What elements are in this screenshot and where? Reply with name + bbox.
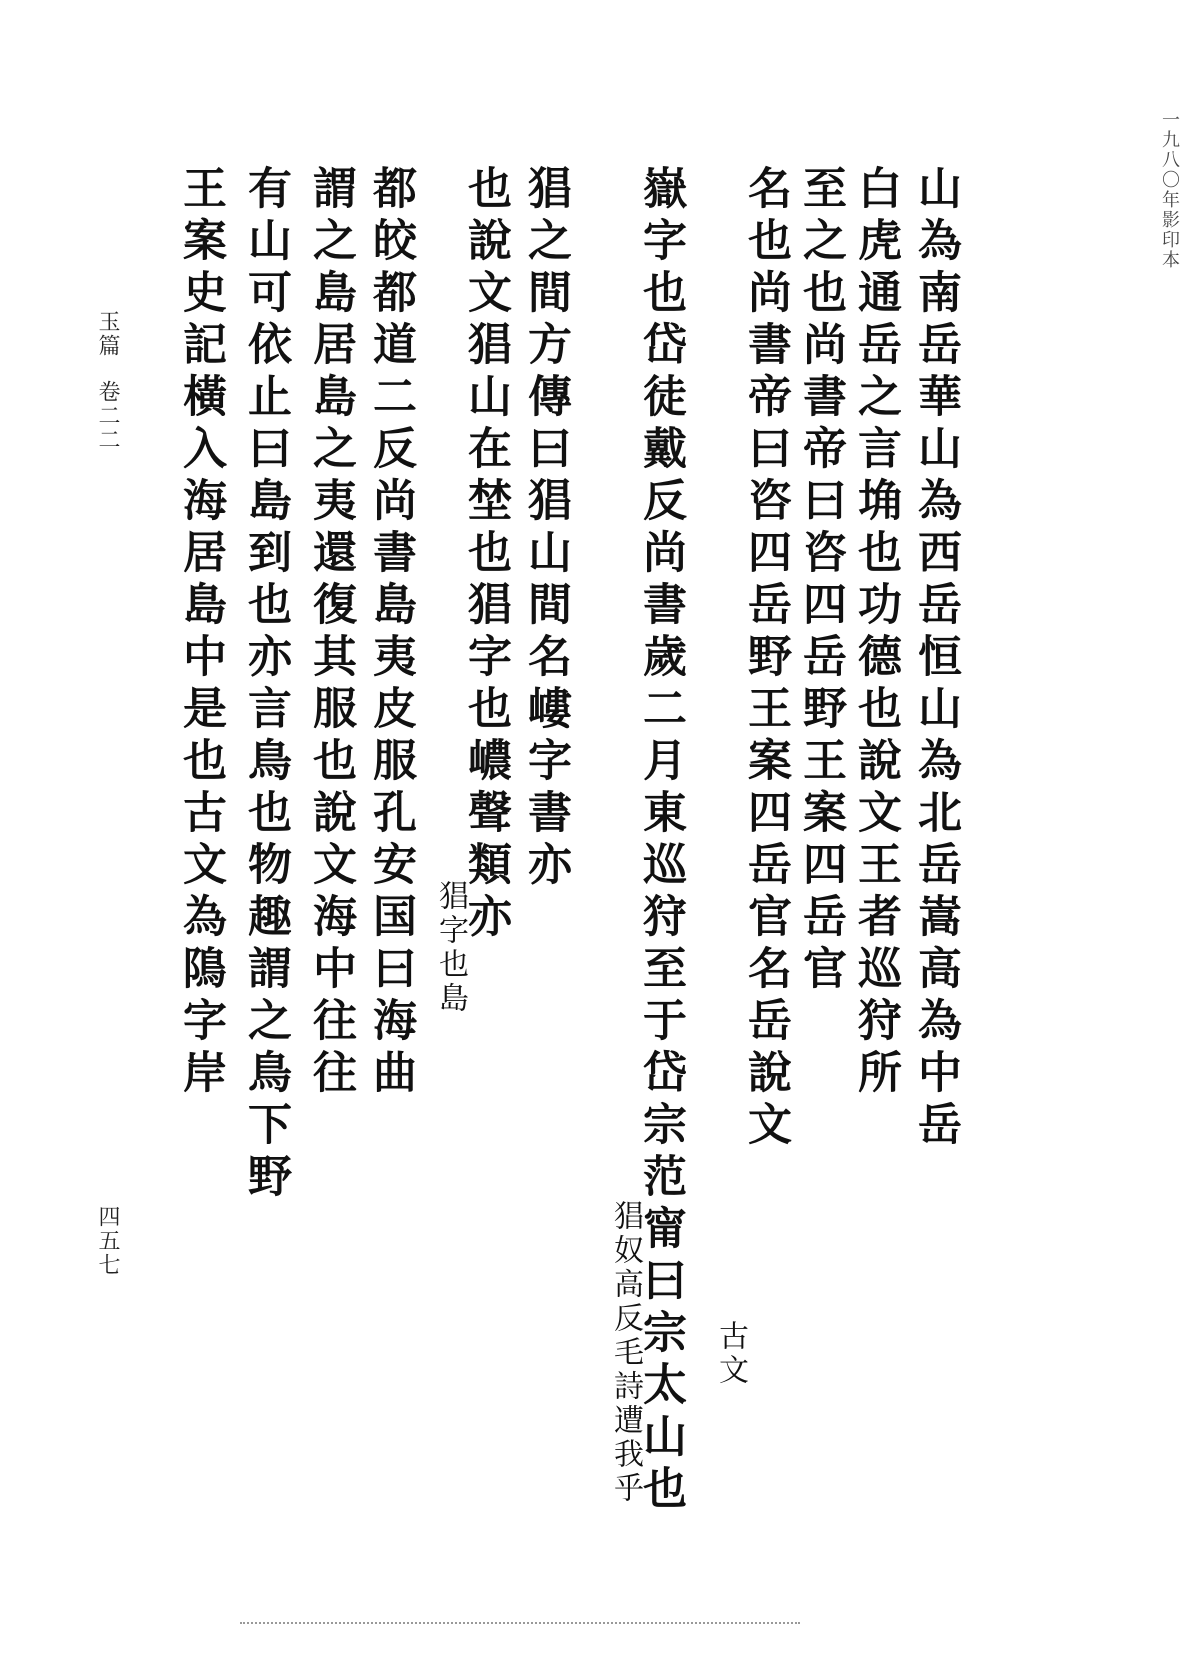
text-column-4-note: 古文: [713, 1320, 748, 1388]
text-column-5: 嶽字也岱徒戴反尚書歲二月東巡狩至于岱宗范甯曰宗太山也: [635, 165, 686, 1517]
text-column-6: 猖之間方傳曰猖山間名嶁字書亦: [520, 165, 571, 893]
text-column-9: 謂之島居島之夷還復其服也說文海中往往: [305, 165, 356, 1101]
bottom-dotted-rule: [240, 1622, 800, 1626]
text-column-8: 都皎都道二反尚書島夷皮服孔安国曰海曲: [365, 165, 416, 1101]
text-column-7: 也說文猖山在埜也猖字也嶩聲類亦: [460, 165, 511, 945]
book-title: 玉篇: [95, 310, 120, 358]
text-column-10: 有山可依止曰島到也亦言鳥也物趣謂之鳥下野: [240, 165, 291, 1205]
edge-mark: 一九八〇年影印本: [1159, 110, 1180, 270]
text-column-5-note: 猖奴高反毛詩遭我乎: [608, 1200, 643, 1506]
volume-label: 卷二二: [95, 380, 120, 452]
text-column-3: 至之也尚書帝曰咨四岳野王案四岳官: [795, 165, 846, 997]
page-number: 四五七: [95, 1205, 120, 1277]
text-column-11: 王案史記橫入海居島中是也古文為隝字岸: [175, 165, 226, 1101]
text-column-7-note: 猖字也島: [433, 880, 468, 1016]
text-column-1: 山為南岳華山為西岳恒山為北岳嵩高為中岳: [910, 165, 961, 1153]
text-column-2: 白虎通岳之言埆也功德也說文王者巡狩所: [850, 165, 901, 1101]
text-column-4: 名也尚書帝曰咨四岳野王案四岳官名岳說文: [740, 165, 791, 1153]
